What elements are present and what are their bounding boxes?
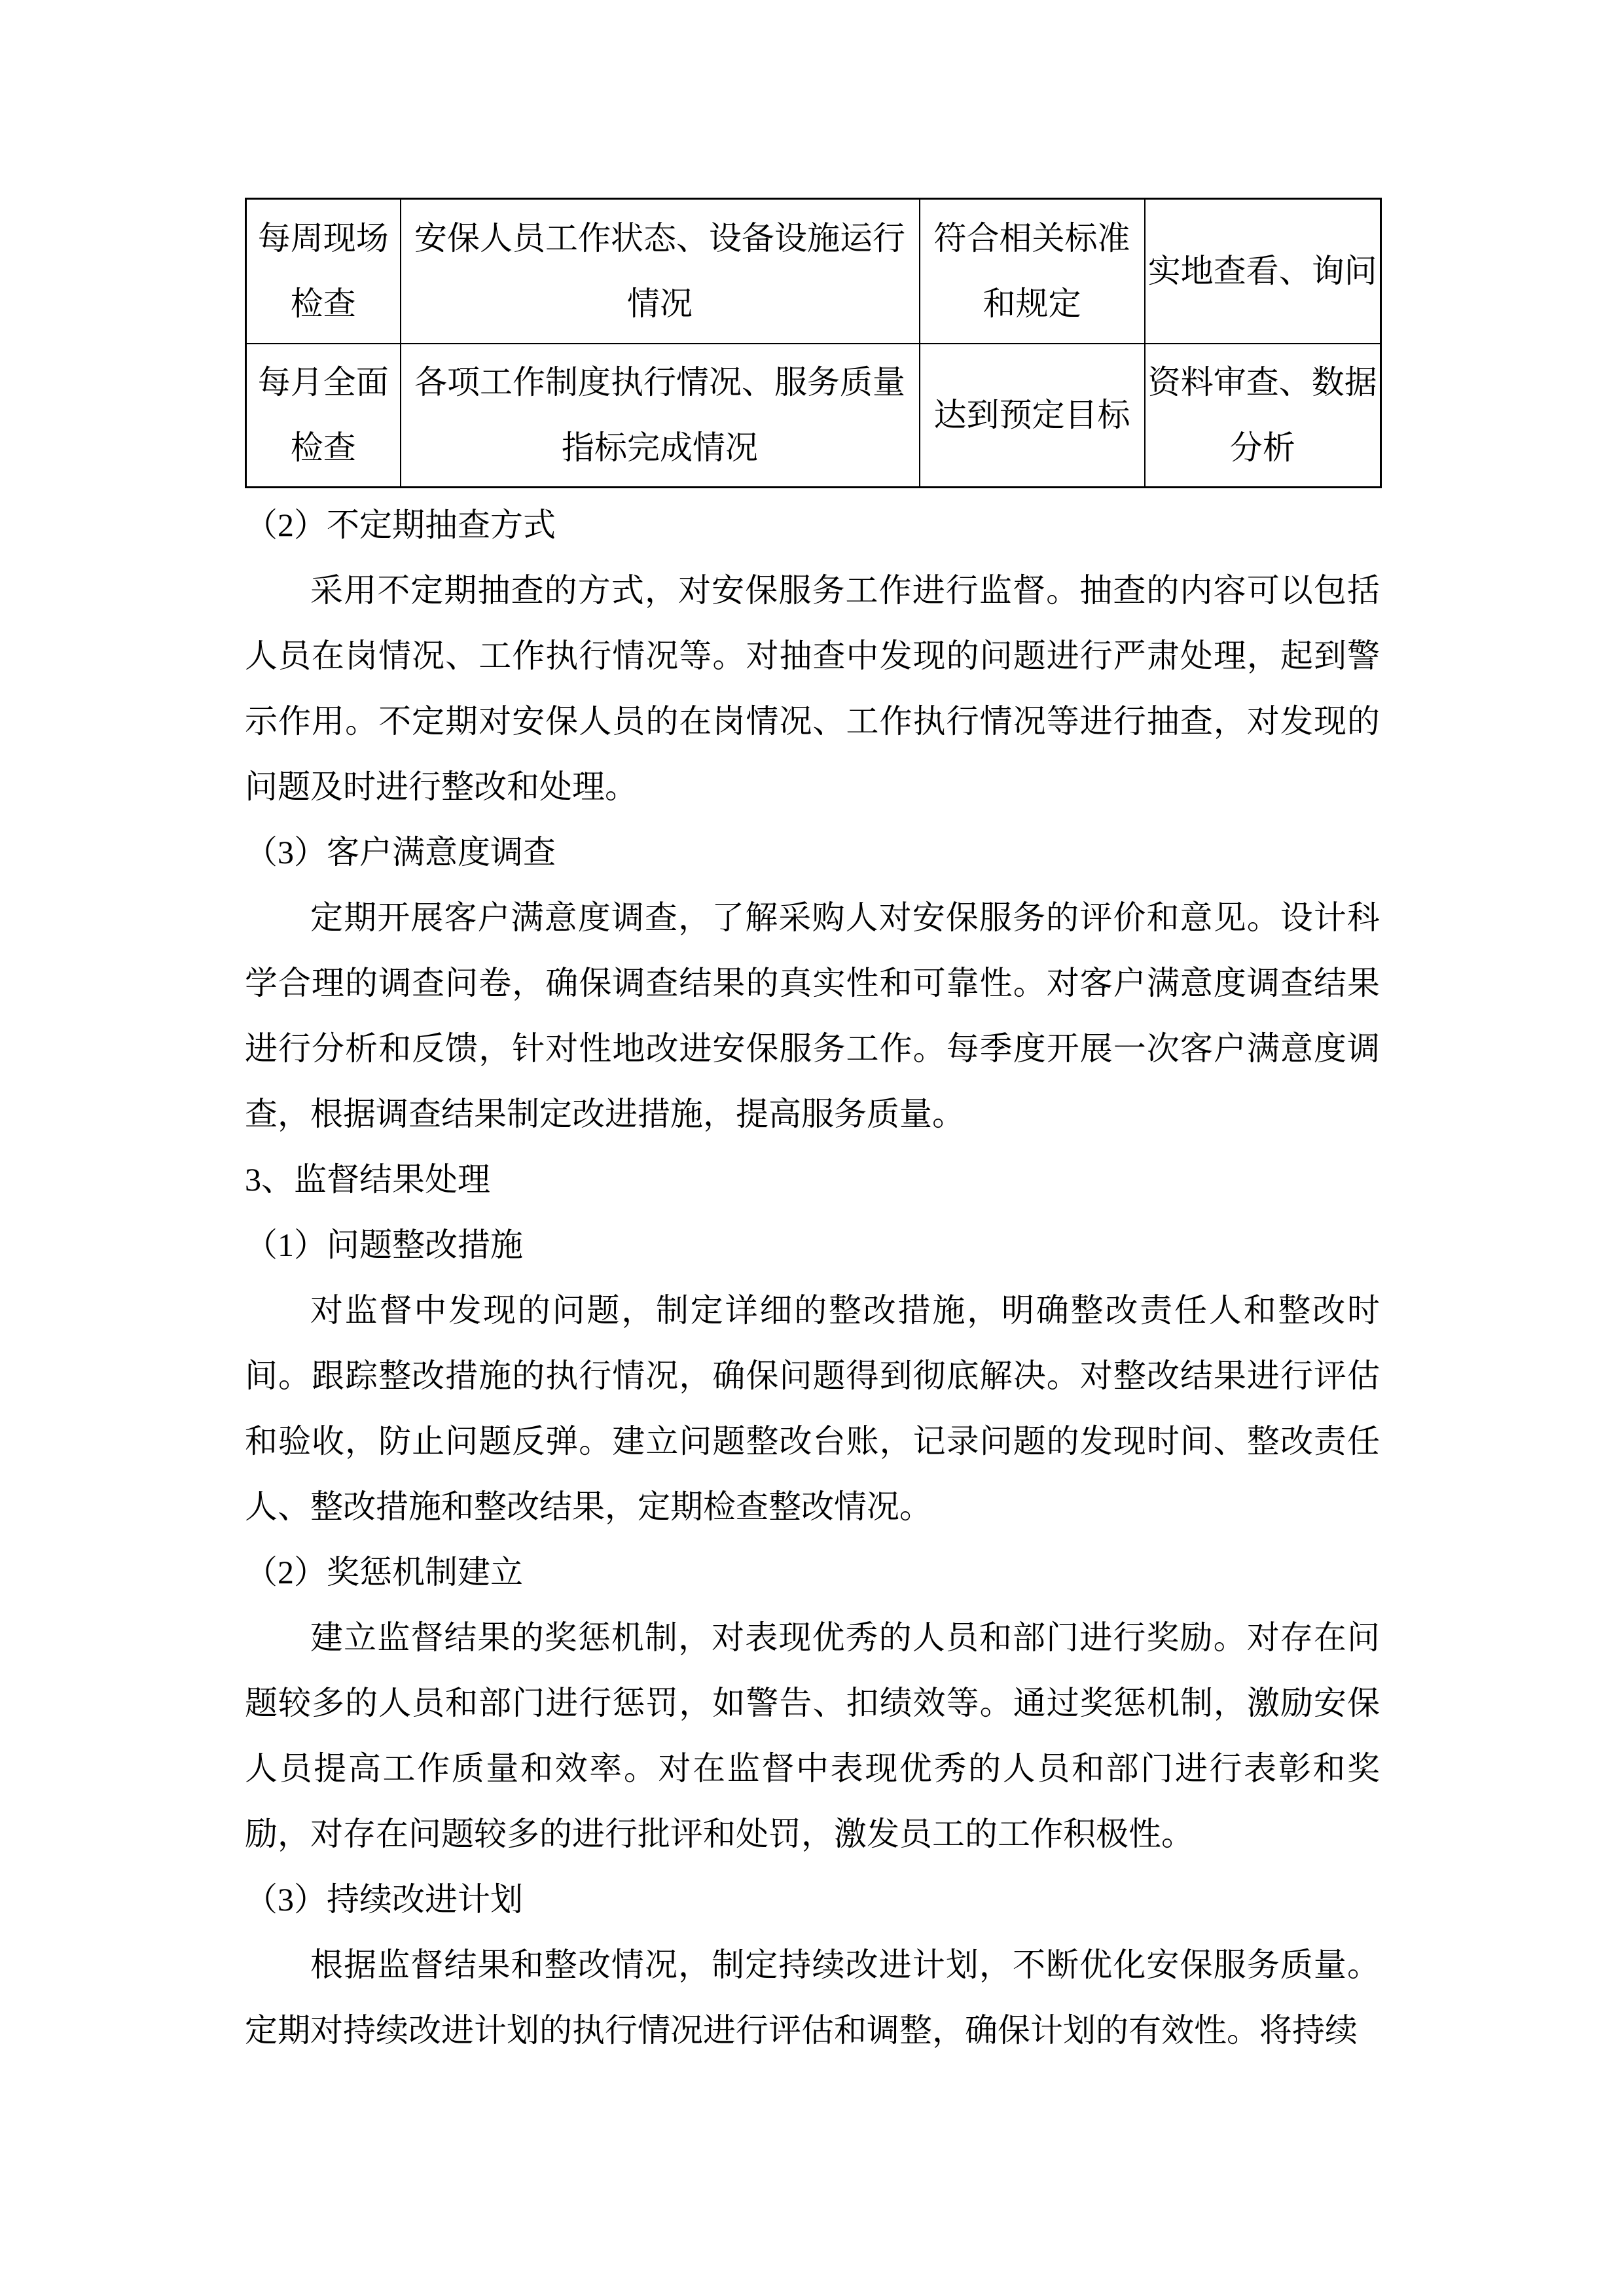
table-cell: 各项工作制度执行情况、服务质量指标完成情况 [401,344,920,488]
section-heading-irregular-spot-check: （2）不定期抽查方式 [245,507,556,543]
table-cell: 每周现场检查 [246,199,401,344]
supervision-methods-table [245,198,1382,488]
table-row [246,344,1381,488]
table-cell: 安保人员工作状态、设备设施运行情况 [401,199,920,344]
section-heading-customer-satisfaction-survey: （3）客户满意度调查 [245,834,556,870]
table-cell: 符合相关标准和规定 [920,199,1145,344]
table-cell: 实地查看、询问 [1145,199,1381,344]
paragraph-continuous-improvement-plan: 根据监督结果和整改情况，制定持续改进计划，不断优化安保服务质量。定期对持续改进计划的执行情况进行评估和调整，确保计划的有效性。将持续 [245,1946,1380,2049]
paragraph-customer-satisfaction-survey: 定期开展客户满意度调查，了解采购人对安保服务的评价和意见。设计科学合理的调查问卷，确保调查结果的真实性和可靠性。对客户满意度调查结果进行分析和反馈，针对性地改进安保服务工作。每季度开展一次客户满意度调查，根据调查结果制定改进措施，提高服务质量。 [245,899,1380,1132]
section-heading-problem-rectification: （1）问题整改措施 [245,1227,523,1263]
paragraph-problem-rectification: 对监督中发现的问题，制定详细的整改措施，明确整改责任人和整改时间。跟踪整改措施的执行情况，确保问题得到彻底解决。对整改结果进行评估和验收，防止问题反弹。建立问题整改台账，记录问题的发现时间、整改责任人、整改措施和整改结果，定期检查整改情况。 [245,1292,1380,1525]
table-cell: 达到预定目标 [920,344,1145,488]
table-row [246,199,1381,344]
section-heading-reward-punishment-mechanism: （2）奖惩机制建立 [245,1554,523,1590]
table-cell: 每月全面检查 [246,344,401,488]
paragraph-irregular-spot-check: 采用不定期抽查的方式，对安保服务工作进行监督。抽查的内容可以包括人员在岗情况、工作执行情况等。对抽查中发现的问题进行严肃处理，起到警示作用。不定期对安保人员的在岗情况、工作执行情况等进行抽查，对发现的问题及时进行整改和处理。 [245,572,1380,805]
table-cell: 资料审查、数据分析 [1145,344,1381,488]
section-heading-supervision-result-handling: 3、监督结果处理 [245,1161,490,1198]
section-heading-continuous-improvement-plan: （3）持续改进计划 [245,1881,523,1918]
paragraph-reward-punishment-mechanism: 建立监督结果的奖惩机制，对表现优秀的人员和部门进行奖励。对存在问题较多的人员和部门进行惩罚，如警告、扣绩效等。通过奖惩机制，激励安保人员提高工作质量和效率。对在监督中表现优秀的人员和部门进行表彰和奖励，对存在问题较多的进行批评和处罚，激发员工的工作积极性。 [245,1619,1380,1852]
page-content [245,198,1380,2063]
